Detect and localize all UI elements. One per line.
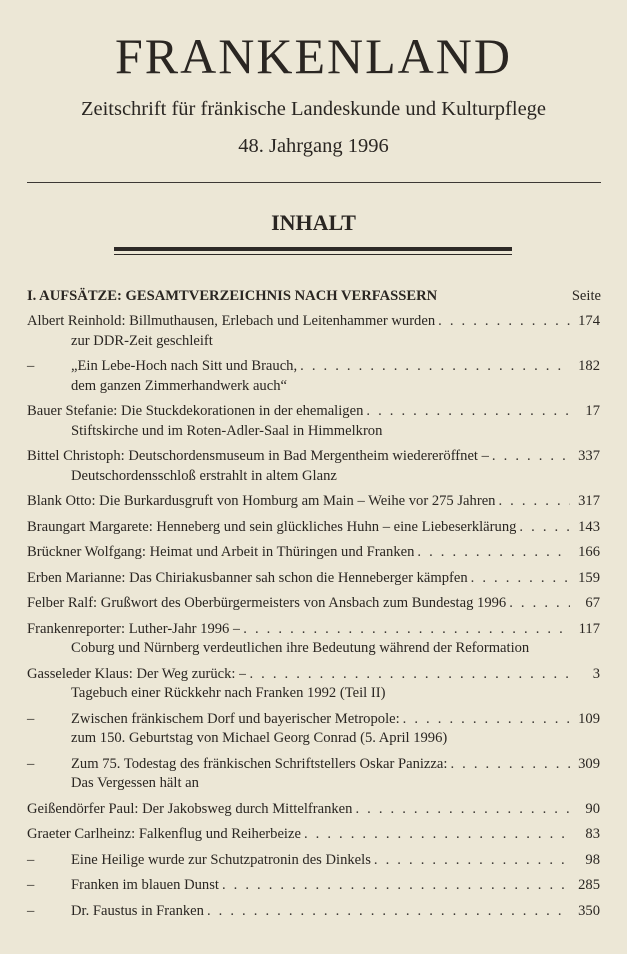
entry-title-continued: zur DDR-Zeit geschleift — [71, 332, 213, 349]
masthead — [0, 26, 627, 159]
entry-title-continued: Deutschordensschloß erstrahlt in altem Glanz — [71, 467, 337, 484]
entry-title: Henneberg und sein glückliches Huhn – eine Liebeserklärung — [156, 518, 517, 535]
dot-leader — [414, 543, 570, 563]
list-item — [27, 800, 600, 820]
entry-page: 159 — [578, 569, 600, 586]
list-item — [27, 569, 600, 589]
list-item — [27, 518, 600, 538]
dot-leader — [400, 710, 570, 730]
entry-page: 285 — [578, 877, 600, 893]
entry-page: 67 — [585, 595, 600, 611]
entry-title-continued: dem ganzen Zimmerhandwerk auch“ — [71, 377, 287, 394]
dot-leader — [371, 851, 570, 871]
section-header — [27, 286, 601, 306]
list-item — [27, 665, 600, 704]
dot-leader — [240, 620, 570, 640]
header-divider — [27, 182, 601, 183]
entry-page: 309 — [578, 755, 600, 772]
entry-dash: – — [27, 755, 35, 772]
list-item — [27, 594, 600, 614]
entry-page: 98 — [585, 851, 600, 868]
contents-heading: INHALT — [271, 210, 356, 235]
list-item — [27, 492, 600, 512]
dot-leader — [352, 800, 570, 820]
entry-dash: – — [27, 358, 35, 374]
entry-author: Erben Marianne: — [27, 569, 126, 586]
entry-title-continued: zum 150. Geburtstag von Michael Georg Conrad (5. April 1996) — [71, 730, 448, 746]
entry-title: Franken im blauen Dunst — [71, 877, 219, 893]
entry-page: 317 — [578, 493, 600, 509]
entry-title: Luther-Jahr 1996 – — [128, 620, 241, 637]
dot-leader — [489, 447, 570, 467]
entry-title-continued: Coburg und Nürnberg verdeutlichen ihre Bedeutung während der Reformation — [71, 640, 530, 656]
entry-title: Grußwort des Oberbürgermeisters von Ansbach zum Bundestag 1996 — [100, 595, 507, 611]
list-item — [27, 851, 600, 871]
dot-leader — [447, 755, 570, 775]
entry-page: 166 — [578, 544, 600, 560]
entry-title: Heimat und Arbeit in Thüringen und Franken — [149, 544, 415, 560]
dot-leader — [204, 902, 570, 922]
contents-list — [27, 312, 600, 927]
list-item — [27, 357, 600, 396]
entry-page: 174 — [578, 313, 600, 329]
entry-author: Blank Otto: — [27, 493, 96, 509]
entry-title: Die Stuckdekorationen in der ehemaligen — [121, 403, 364, 419]
entry-page: 90 — [585, 800, 600, 817]
entry-author: Graeter Carlheinz: — [27, 826, 136, 842]
entry-title: Eine Heilige wurde zur Schutzpatronin des Dinkels — [71, 851, 371, 868]
dot-leader — [506, 594, 570, 614]
journal-title: FRANKENLAND — [115, 28, 512, 84]
list-item — [27, 620, 600, 659]
list-item — [27, 755, 600, 794]
entry-title-continued: Tagebuch einer Rückkehr nach Franken 1992 (Teil II) — [71, 685, 386, 701]
list-item — [27, 402, 600, 441]
section-title: I. AUFSÄTZE: GESAMTVERZEICHNIS NACH VERFASSERN — [27, 288, 438, 304]
entry-title: Zum 75. Todestag des fränkischen Schriftstellers Oskar Panizza: — [71, 755, 448, 772]
entry-dash: – — [27, 851, 35, 868]
entry-title: Das Chiriakusbanner sah schon die Henneberger kämpfen — [129, 569, 468, 586]
entry-title: Dr. Faustus in Franken — [71, 902, 204, 919]
dot-leader — [363, 402, 570, 422]
entry-page: 350 — [578, 902, 600, 919]
dot-leader — [435, 312, 570, 332]
list-item — [27, 825, 600, 845]
dot-leader — [468, 569, 570, 589]
entry-page: 182 — [578, 358, 600, 374]
entry-page: 337 — [578, 448, 600, 464]
entry-author: Geißendörfer Paul: — [27, 800, 139, 817]
dot-leader — [516, 518, 570, 538]
dot-leader — [301, 825, 570, 845]
list-item — [27, 902, 600, 922]
entry-author: Gasseleder Klaus: — [27, 665, 133, 682]
entry-page: 117 — [578, 620, 600, 637]
entry-page: 143 — [578, 518, 600, 535]
entry-author: Brückner Wolfgang: — [27, 544, 146, 560]
dot-leader — [246, 665, 570, 685]
heading-rule-thin — [114, 254, 512, 255]
page-column-label: Seite — [571, 288, 601, 304]
dot-leader — [219, 876, 570, 896]
list-item — [27, 312, 600, 351]
entry-title: Billmuthausen, Erlebach und Leitenhammer wurden — [129, 313, 436, 329]
entry-dash: – — [27, 710, 35, 727]
entry-dash: – — [27, 877, 35, 893]
entry-title: Deutschordensmuseum in Bad Mergentheim wiedereröffnet – — [128, 448, 489, 464]
entry-author: Albert Reinhold: — [27, 313, 126, 329]
entry-title: Zwischen fränkischem Dorf und bayerischer Metropole: — [71, 710, 400, 727]
entry-dash: – — [27, 902, 35, 919]
dot-leader — [297, 357, 570, 377]
entry-author: Frankenreporter: — [27, 620, 126, 637]
entry-author: Braungart Margarete: — [27, 518, 153, 535]
entry-author: Bittel Christoph: — [27, 448, 125, 464]
entry-title: „Ein Lebe-Hoch nach Sitt und Brauch, — [71, 358, 298, 374]
list-item — [27, 710, 600, 749]
entry-title-continued: Das Vergessen hält an — [71, 775, 199, 791]
entry-page: 3 — [592, 665, 600, 682]
entry-title: Falkenflug und Reiherbeize — [138, 826, 301, 842]
entry-title-continued: Stiftskirche und im Roten-Adler-Saal in Himmelkron — [71, 422, 383, 439]
entry-author: Bauer Stefanie: — [27, 403, 118, 419]
entry-author: Felber Ralf: — [27, 595, 98, 611]
volume-year: 48. Jahrgang 1996 — [238, 135, 389, 157]
journal-subtitle: Zeitschrift für fränkische Landeskunde und Kulturpflege — [80, 98, 547, 120]
list-item — [27, 543, 600, 563]
entry-page: 17 — [585, 403, 600, 419]
entry-page: 83 — [585, 826, 600, 842]
entry-title: Der Weg zurück: – — [136, 665, 247, 682]
list-item — [27, 876, 600, 896]
entry-title: Der Jakobsweg durch Mittelfranken — [142, 800, 353, 817]
dot-leader — [495, 492, 570, 512]
list-item — [27, 447, 600, 486]
heading-rule-thick — [114, 247, 512, 251]
entry-page: 109 — [578, 710, 600, 727]
entry-title: Die Burkardusgruft von Homburg am Main – Weihe vor 275 Jahren — [99, 493, 496, 509]
